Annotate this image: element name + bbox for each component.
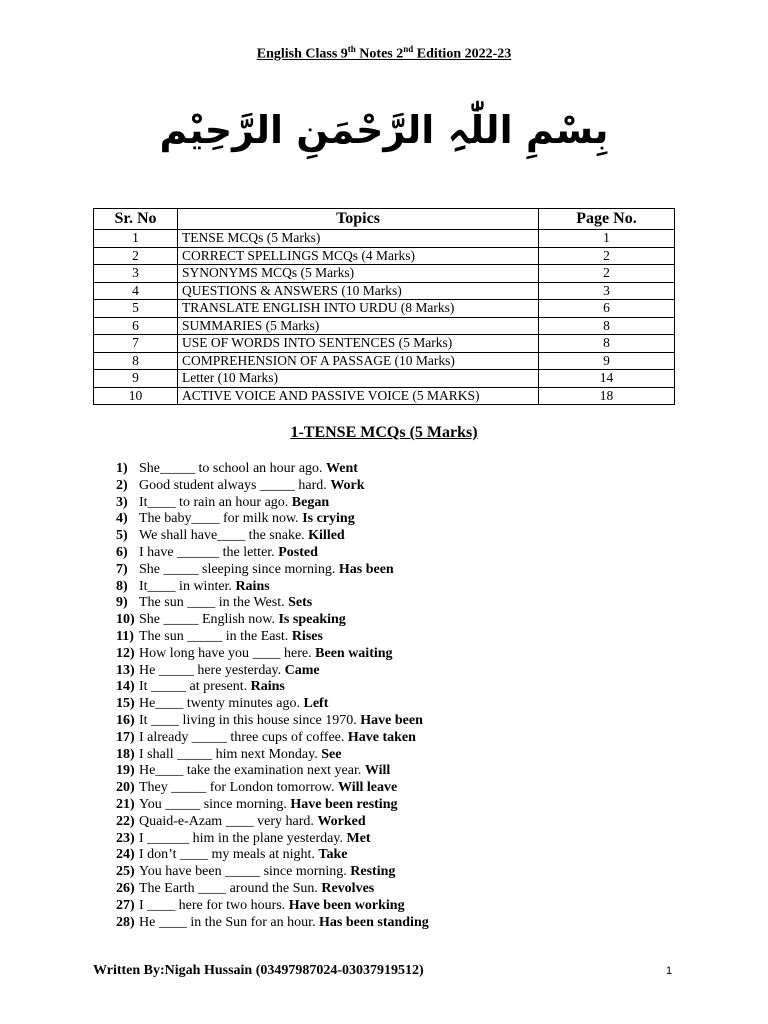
- mcq-item: [116, 814, 429, 831]
- mcq-question: They _____ for London tomorrow.: [139, 780, 335, 796]
- toc-topic: SYNONYMS MCQs (5 Marks): [178, 265, 539, 283]
- mcq-item: [116, 797, 429, 814]
- toc-topic: CORRECT SPELLINGS MCQs (4 Marks): [178, 247, 539, 265]
- header-text: English Class 9: [256, 46, 348, 62]
- mcq-item: [116, 495, 429, 512]
- mcq-number: 5): [116, 528, 128, 544]
- toc-srno: 2: [94, 247, 178, 265]
- mcq-question: It____ to rain an hour ago.: [139, 494, 289, 510]
- mcq-question: Quaid-e-Azam ____ very hard.: [139, 813, 314, 829]
- mcq-answer: Has been: [338, 561, 394, 577]
- mcq-item: [116, 579, 429, 596]
- mcq-question: She_____ to school an hour ago.: [139, 461, 323, 476]
- mcq-item: [116, 696, 429, 713]
- mcq-question: It____ in winter.: [139, 578, 232, 594]
- mcq-answer: Been waiting: [315, 645, 393, 661]
- mcq-number: 15): [116, 696, 135, 712]
- header-superscript: nd: [403, 44, 414, 54]
- mcq-question: He ____ in the Sun for an hour.: [139, 914, 316, 930]
- document-header: [0, 44, 768, 63]
- mcq-item: [116, 545, 429, 562]
- toc-srno: 6: [94, 317, 178, 335]
- mcq-number: 22): [116, 813, 135, 829]
- header-text: Edition 2022-23: [413, 46, 512, 62]
- mcq-number: 14): [116, 679, 135, 695]
- toc-srno: 1: [94, 230, 178, 248]
- toc-row: [94, 230, 675, 248]
- mcq-answer: Rains: [235, 578, 270, 594]
- mcq-number: 19): [116, 763, 135, 779]
- toc-page: 1: [539, 230, 675, 248]
- mcq-item: [116, 646, 429, 663]
- mcq-answer: Has been standing: [319, 914, 429, 930]
- mcq-answer: Resting: [350, 864, 396, 880]
- mcq-answer: See: [321, 746, 342, 762]
- toc-page: 8: [539, 317, 675, 335]
- toc-topic: USE OF WORDS INTO SENTENCES (5 Marks): [178, 335, 539, 353]
- mcq-item: [116, 595, 429, 612]
- mcq-answer: Killed: [308, 528, 345, 544]
- mcq-number: 18): [116, 746, 135, 762]
- mcq-answer: Sets: [288, 595, 313, 611]
- mcq-answer: Worked: [317, 813, 366, 829]
- mcq-number: 9): [116, 595, 128, 611]
- toc-page: 14: [539, 370, 675, 388]
- toc-header-srno: Sr. No: [94, 209, 178, 230]
- header-superscript: th: [347, 44, 356, 54]
- mcq-answer: Have taken: [347, 729, 416, 745]
- mcq-question: It _____ at present.: [139, 679, 248, 695]
- mcq-number: 6): [116, 544, 128, 560]
- mcq-question: Good student always _____ hard.: [139, 477, 327, 493]
- mcq-answer: Revolves: [321, 880, 375, 896]
- header-text: Notes 2: [355, 46, 404, 62]
- toc-body: [94, 230, 675, 405]
- mcq-question: The Earth ____ around the Sun.: [139, 880, 318, 896]
- mcq-item: [116, 629, 429, 646]
- mcq-answer: Left: [303, 696, 329, 712]
- mcq-question: How long have you ____ here.: [139, 645, 312, 661]
- mcq-question: The baby____ for milk now.: [139, 511, 299, 527]
- toc-srno: 3: [94, 265, 178, 283]
- toc-row: [94, 300, 675, 318]
- toc-header-page: Page No.: [539, 209, 675, 230]
- mcq-answer: Rises: [291, 628, 323, 644]
- mcq-number: 28): [116, 914, 135, 930]
- mcq-number: 23): [116, 830, 135, 846]
- toc-topic: SUMMARIES (5 Marks): [178, 317, 539, 335]
- mcq-answer: Met: [346, 830, 371, 846]
- mcq-question: She _____ English now.: [139, 612, 275, 628]
- mcq-question: You _____ since morning.: [139, 796, 287, 812]
- toc-row: [94, 247, 675, 265]
- mcq-number: 11): [116, 628, 134, 644]
- mcq-item: [116, 864, 429, 881]
- mcq-item: [116, 780, 429, 797]
- mcq-number: 25): [116, 864, 135, 880]
- toc-page: 9: [539, 352, 675, 370]
- mcq-item: [116, 612, 429, 629]
- mcq-item: [116, 881, 429, 898]
- section-title: 1-TENSE MCQs (5 Marks): [290, 424, 478, 441]
- mcq-answer: Have been working: [288, 897, 405, 913]
- mcq-number: 7): [116, 561, 128, 577]
- mcq-question: We shall have____ the snake.: [139, 528, 305, 544]
- mcq-question: He____ take the examination next year.: [139, 763, 362, 779]
- mcq-item: [116, 478, 429, 495]
- mcq-answer: Is crying: [302, 511, 355, 527]
- mcq-question: You have been _____ since morning.: [139, 864, 347, 880]
- mcq-item: [116, 847, 429, 864]
- toc-header-topics: Topics: [178, 209, 539, 230]
- mcq-answer: Is speaking: [278, 612, 346, 628]
- mcq-question: I already _____ three cups of coffee.: [139, 729, 345, 745]
- toc-page: 2: [539, 247, 675, 265]
- toc-srno: 7: [94, 335, 178, 353]
- mcq-question: The sun ____ in the West.: [139, 595, 285, 611]
- mcq-answer: Have been resting: [290, 796, 398, 812]
- table-of-contents: [93, 208, 675, 405]
- mcq-number: 4): [116, 511, 128, 527]
- mcq-question: I have ______ the letter.: [139, 544, 275, 560]
- toc-row: [94, 335, 675, 353]
- mcq-number: 1): [116, 461, 128, 476]
- mcq-answer: Will leave: [337, 780, 398, 796]
- toc-row: [94, 387, 675, 405]
- mcq-answer: Began: [291, 494, 330, 510]
- page-number: 1: [666, 965, 673, 977]
- mcq-item: [116, 763, 429, 780]
- mcq-number: 16): [116, 712, 135, 728]
- mcq-item: [116, 713, 429, 730]
- toc-topic: QUESTIONS & ANSWERS (10 Marks): [178, 282, 539, 300]
- mcq-answer: Take: [318, 847, 348, 863]
- mcq-item: [116, 747, 429, 764]
- toc-topic: TENSE MCQs (5 Marks): [178, 230, 539, 248]
- mcq-list: [116, 461, 429, 931]
- toc-page: 3: [539, 282, 675, 300]
- toc-page: 6: [539, 300, 675, 318]
- mcq-question: He____ twenty minutes ago.: [139, 696, 300, 712]
- toc-row: [94, 317, 675, 335]
- mcq-answer: Posted: [278, 544, 318, 560]
- mcq-item: [116, 528, 429, 545]
- toc-srno: 8: [94, 352, 178, 370]
- toc-topic: Letter (10 Marks): [178, 370, 539, 388]
- mcq-question: He _____ here yesterday.: [139, 662, 282, 678]
- toc-row: [94, 370, 675, 388]
- mcq-number: 13): [116, 662, 135, 678]
- mcq-number: 12): [116, 645, 135, 661]
- toc-topic: ACTIVE VOICE AND PASSIVE VOICE (5 MARKS): [178, 387, 539, 405]
- mcq-question: She _____ sleeping since morning.: [139, 561, 336, 577]
- mcq-item: [116, 915, 429, 932]
- mcq-answer: Rains: [250, 679, 285, 695]
- mcq-number: 3): [116, 494, 128, 510]
- toc-row: [94, 265, 675, 283]
- mcq-number: 20): [116, 780, 135, 796]
- toc-topic: TRANSLATE ENGLISH INTO URDU (8 Marks): [178, 300, 539, 318]
- mcq-question: I ____ here for two hours.: [139, 897, 286, 913]
- mcq-question: I shall _____ him next Monday.: [139, 746, 318, 762]
- mcq-number: 24): [116, 847, 135, 863]
- mcq-number: 21): [116, 796, 135, 812]
- toc-srno: 10: [94, 387, 178, 405]
- mcq-number: 27): [116, 897, 135, 913]
- mcq-number: 2): [116, 477, 128, 493]
- mcq-item: [116, 730, 429, 747]
- toc-topic: COMPREHENSION OF A PASSAGE (10 Marks): [178, 352, 539, 370]
- toc-srno: 4: [94, 282, 178, 300]
- toc-page: 2: [539, 265, 675, 283]
- mcq-number: 17): [116, 729, 135, 745]
- mcq-question: The sun _____ in the East.: [139, 628, 289, 644]
- mcq-question: I ______ him in the plane yesterday.: [139, 830, 343, 846]
- toc-srno: 9: [94, 370, 178, 388]
- mcq-number: 8): [116, 578, 128, 594]
- mcq-item: [116, 461, 429, 478]
- footer-author: Written By:Nigah Hussain (03497987024-03037919512): [93, 963, 424, 978]
- bismillah-calligraphy: بِسْمِ اللّٰہِ الرَّحْمَنِ الرَّحِیْم: [159, 108, 609, 152]
- mcq-item: [116, 511, 429, 528]
- mcq-answer: Have been: [360, 712, 423, 728]
- toc-row: [94, 282, 675, 300]
- toc-srno: 5: [94, 300, 178, 318]
- toc-row: [94, 352, 675, 370]
- mcq-answer: Went: [326, 461, 358, 476]
- mcq-item: [116, 663, 429, 680]
- toc-page: 8: [539, 335, 675, 353]
- mcq-item: [116, 679, 429, 696]
- mcq-item: [116, 831, 429, 848]
- mcq-number: 10): [116, 612, 135, 628]
- mcq-answer: Will: [364, 763, 391, 779]
- mcq-question: I don’t ____ my meals at night.: [139, 847, 315, 863]
- toc-header-row: [94, 209, 675, 230]
- mcq-item: [116, 898, 429, 915]
- mcq-item: [116, 562, 429, 579]
- mcq-answer: Work: [330, 477, 365, 493]
- mcq-question: It ____ living in this house since 1970.: [139, 712, 357, 728]
- mcq-number: 26): [116, 880, 135, 896]
- mcq-answer: Came: [284, 662, 320, 678]
- toc-page: 18: [539, 387, 675, 405]
